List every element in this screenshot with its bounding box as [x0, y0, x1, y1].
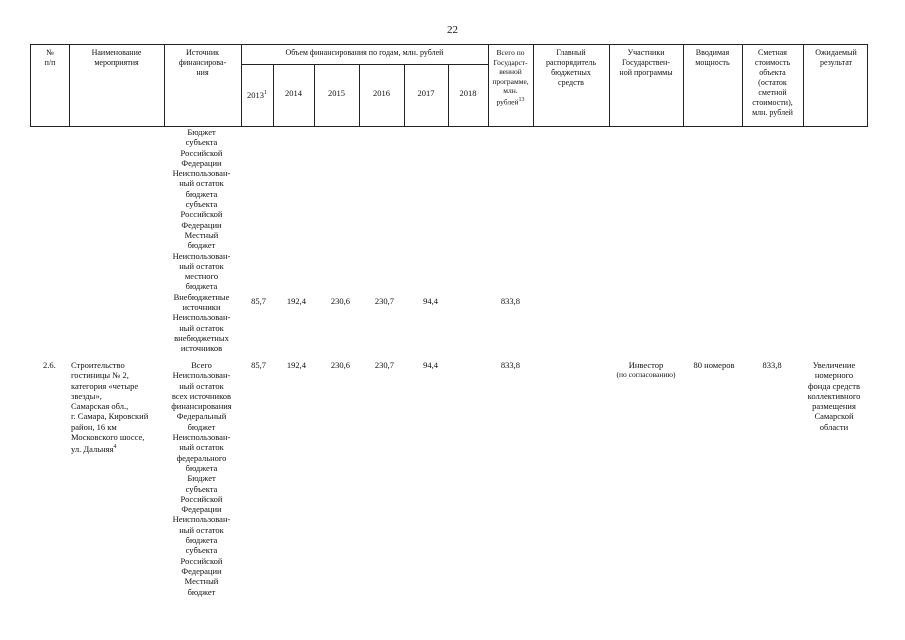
header-financing: Объем финансирования по годам, млн. рублей — [285, 48, 444, 57]
row-result: Увеличение номерного фонда средств коллективного размещения Самарской области — [807, 360, 861, 432]
page-number: 22 — [447, 24, 458, 36]
header-capacity: Вводимая мощность — [695, 48, 730, 67]
row-estimated: 833,8 — [762, 360, 782, 370]
header-name: Наименование мероприятия — [91, 48, 142, 67]
header-num: № п/п — [44, 48, 56, 67]
header-result: Ожидаемый результат — [815, 48, 857, 67]
table-header — [30, 44, 868, 127]
year-band-divider — [241, 64, 488, 65]
header-year-2018: 2018 — [459, 88, 477, 98]
block1-value-2016: 230,7 — [374, 296, 394, 306]
row-value-2014: 192,4 — [286, 360, 306, 370]
row-value-2015: 230,6 — [330, 360, 350, 370]
header-year-2015: 2015 — [328, 88, 345, 98]
row-total: 833,8 — [500, 360, 520, 370]
block1-value-2014: 192,4 — [286, 296, 306, 306]
row-name: Строительство гостиницы № 2, категория «четыре звезды», Самарская обл., г. Самара, Кировский район, 16 км Московского шоссе, ул. Дальняя$^4$ — [71, 360, 149, 455]
header-estimated: Сметная стоимость объекта (остаток сметной стоимости), млн. рублей — [752, 48, 793, 117]
block1-sources: Бюджет субъекта Российской Федерации Неиспользован- ный остаток бюджета субъекта Российской Федерации Местный бюджет Неиспользован- ный остаток местного бюджета Внебюджетные источники Неиспользован- ный остаток внебюджетных источников — [172, 127, 231, 354]
header-participants: Участники Государствен- ной программы — [619, 48, 673, 77]
header-year-2014: 2014 — [285, 88, 302, 98]
block1-value-2013: 85,7 — [251, 296, 266, 306]
row-value-2017: 94,4 — [423, 360, 438, 370]
block1-value-2017: 94,4 — [423, 296, 438, 306]
header-year-2017: 2017 — [417, 88, 435, 98]
block1-value-2015: 230,6 — [330, 296, 350, 306]
header-year-2013: 2013$^1$ — [247, 89, 267, 100]
row-participant: Инвестор (по согласованию) — [616, 360, 676, 380]
row-number: 2.6. — [43, 360, 56, 370]
block1-total: 833,8 — [500, 296, 520, 306]
row-value-2013: 85,7 — [251, 360, 266, 370]
header-source: Источник финансирова- ния — [178, 48, 227, 77]
header-total: Всего по Государст- венной программе, млн. рублей$^{13}$ — [492, 48, 529, 106]
header-year-2016: 2016 — [373, 88, 390, 98]
row-capacity: 80 номеров — [693, 360, 735, 370]
header-manager: Главный распорядитель бюджетных средств — [545, 48, 597, 87]
row-value-2016: 230,7 — [374, 360, 394, 370]
row-sources: Всего Неиспользован- ный остаток всех источников финансирования Федеральный бюджет Неиспользован- ный остаток федерального бюджета Бюджет субъекта Российской Федерации Неиспользован- ный остаток бюджета субъекта Российской Федерации Местный бюджет — [171, 360, 232, 597]
